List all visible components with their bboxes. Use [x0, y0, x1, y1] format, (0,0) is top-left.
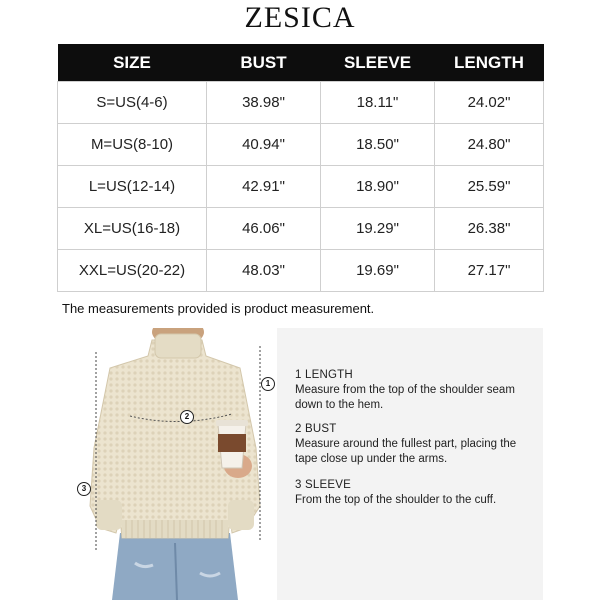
- size-cell: XL=US(16-18): [58, 208, 207, 250]
- bust-cell: 38.98": [207, 82, 321, 124]
- instruction-length-text: Measure from the top of the shoulder seam down to the hem.: [295, 384, 515, 411]
- instruction-length: [295, 368, 535, 413]
- sleeve-cell: 18.50": [321, 124, 435, 166]
- size-cell: L=US(12-14): [58, 166, 207, 208]
- length-cell: 24.80": [435, 124, 544, 166]
- table-header-row: [58, 44, 544, 82]
- sweater-photo: [60, 328, 275, 600]
- bust-cell: 42.91": [207, 166, 321, 208]
- bust-cell: 40.94": [207, 124, 321, 166]
- instruction-bust: [295, 422, 535, 467]
- size-cell: M=US(8-10): [58, 124, 207, 166]
- header-size: SIZE: [58, 44, 207, 82]
- bust-cell: 46.06": [207, 208, 321, 250]
- length-cell: 25.59": [435, 166, 544, 208]
- instruction-length-title: 1 LENGTH: [295, 369, 353, 381]
- sleeve-cell: 18.90": [321, 166, 435, 208]
- sleeve-cell: 18.11": [321, 82, 435, 124]
- size-cell: XXL=US(20-22): [58, 250, 207, 292]
- measurement-instructions-panel: [277, 328, 543, 600]
- size-chart-table: [57, 44, 544, 292]
- sleeve-cell: 19.29": [321, 208, 435, 250]
- marker-1-badge: 1: [261, 377, 275, 391]
- instruction-bust-text: Measure around the fullest part, placing the tape close up under the arms.: [295, 438, 517, 465]
- instruction-bust-title: 2 BUST: [295, 423, 337, 435]
- header-sleeve: SLEEVE: [321, 44, 435, 82]
- sleeve-cell: 19.69": [321, 250, 435, 292]
- brand-logo: ZESICA: [244, 1, 356, 34]
- header-length: LENGTH: [435, 44, 544, 82]
- table-row: [58, 208, 544, 250]
- length-cell: 26.38": [435, 208, 544, 250]
- table-row: [58, 250, 544, 292]
- measurement-note: The measurements provided is product measurement.: [62, 301, 375, 316]
- instruction-sleeve-text: From the top of the shoulder to the cuff.: [295, 494, 497, 506]
- header-bust: BUST: [207, 44, 321, 82]
- length-cell: 24.02": [435, 82, 544, 124]
- instruction-sleeve: [295, 478, 535, 508]
- table-row: [58, 166, 544, 208]
- instruction-sleeve-title: 3 SLEEVE: [295, 479, 351, 491]
- table-row: [58, 124, 544, 166]
- length-cell: 27.17": [435, 250, 544, 292]
- bust-cell: 48.03": [207, 250, 321, 292]
- marker-2-badge: 2: [180, 410, 194, 424]
- table-row: [58, 82, 544, 124]
- sweater-illustration: [60, 328, 275, 600]
- marker-3-badge: 3: [77, 482, 91, 496]
- size-cell: S=US(4-6): [58, 82, 207, 124]
